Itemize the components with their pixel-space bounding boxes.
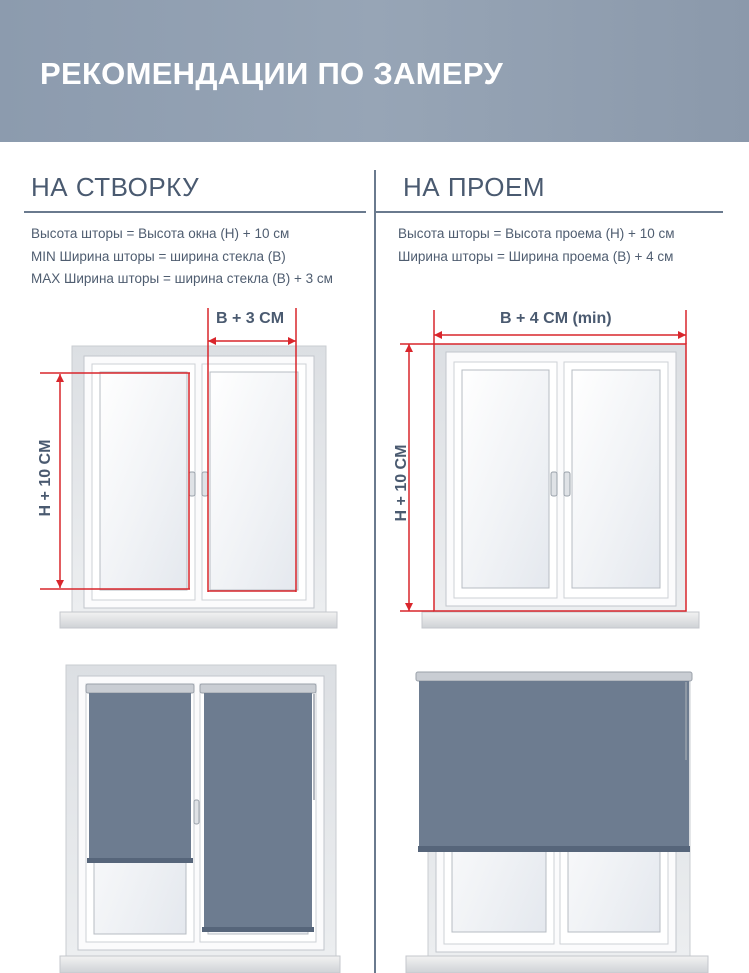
right-spec-width: Ширина шторы = Ширина проема (B) + 4 см xyxy=(398,249,674,264)
right-spec-height: Высота шторы = Высота проема (H) + 10 см xyxy=(398,226,675,241)
window-sill xyxy=(60,956,340,973)
right-glass xyxy=(210,372,298,590)
handle-icon xyxy=(551,472,557,496)
handle-icon xyxy=(202,472,208,496)
page-title: РЕКОМЕНДАЦИИ ПО ЗАМЕРУ xyxy=(40,56,504,91)
blind-cassette xyxy=(200,684,316,693)
left-height-label: H + 10 CM xyxy=(37,439,54,517)
window-sill xyxy=(406,956,708,973)
right-glass xyxy=(572,370,660,588)
left-glass xyxy=(100,372,187,590)
roller-blind xyxy=(419,681,689,849)
roller-blind xyxy=(89,693,191,861)
right-column-title: НА ПРОЕМ xyxy=(403,172,546,202)
handle-icon xyxy=(564,472,570,496)
left-spec-max-width: MAX Ширина шторы = ширина стекла (B) + 3 см xyxy=(31,271,333,286)
handle-icon xyxy=(189,472,195,496)
left-glass xyxy=(462,370,549,588)
window-opening-measure xyxy=(400,310,699,628)
left-width-label: B + 3 CM xyxy=(216,310,285,327)
right-width-label: B + 4 CM (min) xyxy=(500,310,612,327)
blind-cassette xyxy=(416,672,692,681)
handle-icon xyxy=(194,800,199,824)
blind-cassette xyxy=(86,684,194,693)
left-spec-min-width: MIN Ширина шторы = ширина стекла (B) xyxy=(31,249,286,264)
window-sill xyxy=(60,612,337,628)
left-spec-height: Высота шторы = Высота окна (H) + 10 см xyxy=(31,226,290,241)
left-column-title: НА СТВОРКУ xyxy=(31,172,200,202)
window-with-sash-blinds xyxy=(60,665,340,973)
window-with-opening-blind xyxy=(406,672,708,973)
window-sash-measure xyxy=(40,308,337,628)
right-height-label: H + 10 CM xyxy=(393,444,410,522)
window-sill xyxy=(422,612,699,628)
roller-blind xyxy=(204,693,312,930)
